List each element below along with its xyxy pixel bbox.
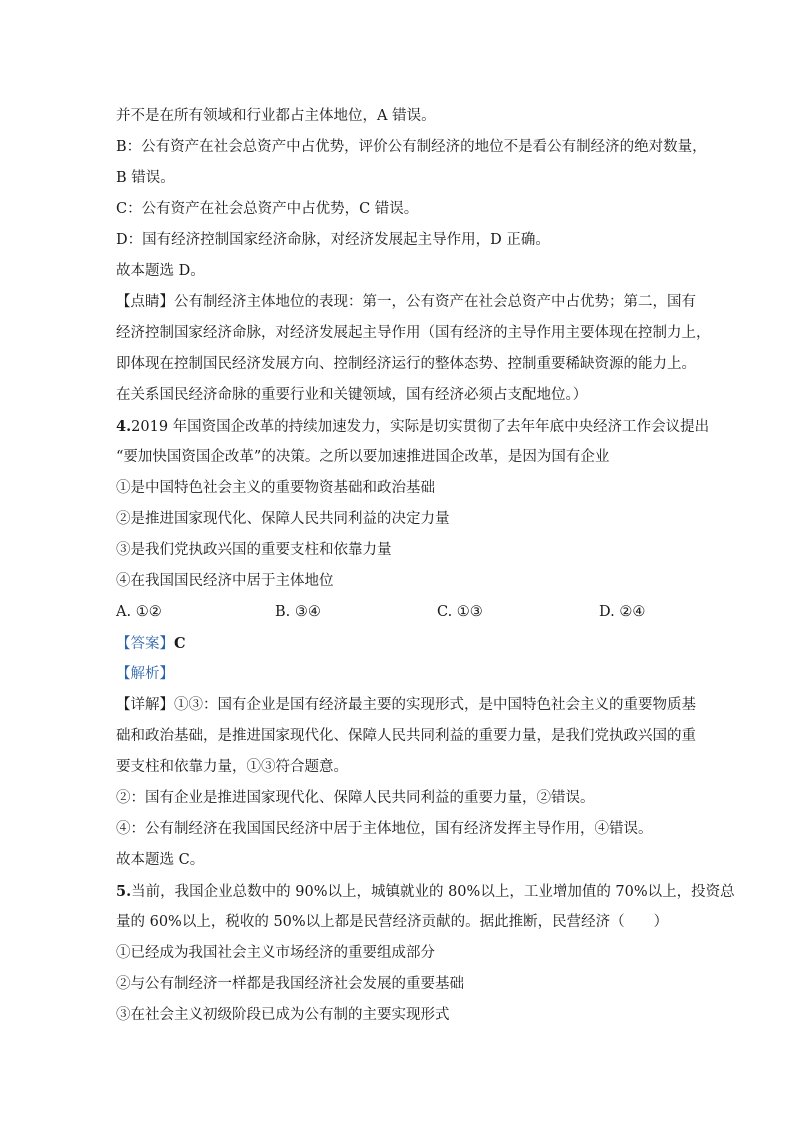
dianjing-tag: 【点睛】 [116, 294, 174, 310]
detail-line: ④：公有制经济在我国国民经济中居于主体地位，国有经济发挥主导作用，④错误。 [116, 821, 653, 837]
detail-line: 础和政治基础，是推进国家现代化、保障人民共同利益的重要力量，是我们党执政兴国的重 [116, 728, 696, 744]
conclusion-line: 故本题选 C。 [116, 852, 205, 868]
option-d: D. ②④ [599, 604, 646, 620]
text-line: B 错误。 [116, 170, 175, 186]
question-number: 5. [116, 883, 132, 900]
dianjing-line: 在关系国民经济命脉的重要行业和关键领域，国有经济必须占支配地位。） [116, 387, 588, 403]
analysis-tag: 【解析】 [116, 666, 174, 682]
detail-line: 要支柱和依靠力量，①③符合题意。 [116, 759, 348, 775]
question-number: 4. [116, 418, 132, 435]
question-text: 2019 年国资国企改革的持续加速发力，实际是切实贯彻了去年年底中央经济工作会议提出 [131, 419, 710, 435]
text-line: 故本题选 D。 [116, 263, 205, 279]
question-5-stem-cont: 量的 60%以上，税收的 50%以上都是民营经济贡献的。据此推断，民营经济（ ） [116, 914, 669, 930]
dianjing-line: 经济控制国家经济命脉，对经济发展起主导作用（国有经济的主导作用主要体现在控制力上， [116, 325, 711, 341]
option-b: B. ③④ [275, 604, 321, 620]
text-line: B：公有资产在社会总资产中占优势，评价公有制经济的地位不是看公有制经济的绝对数量， [116, 139, 707, 155]
answer-line [116, 628, 692, 659]
option-a: A. ①② [116, 604, 162, 620]
question-5-item: ③在社会主义初级阶段已成为公有制的主要实现形式 [116, 1007, 450, 1023]
detail-line [116, 690, 696, 721]
question-4-stem-cont: “要加快国资国企改革”的决策。之所以要加速推进国企改革，是因为国有企业 [116, 449, 610, 465]
question-5-item: ②与公有制经济一样都是我国经济社会发展的重要基础 [116, 976, 464, 992]
dianjing-line [116, 287, 696, 318]
answer-tag: 【答案】 [116, 636, 174, 652]
question-5-stem [116, 876, 735, 907]
detail-tag: 【详解】 [116, 697, 174, 713]
question-4-options [116, 597, 692, 628]
question-5-item: ①已经成为我国社会主义市场经济的重要组成部分 [116, 945, 435, 961]
text-line: 并不是在所有领域和行业都占主体地位，A 错误。 [116, 108, 436, 124]
text-line: C：公有资产在社会总资产中占优势，C 错误。 [116, 201, 419, 217]
analysis-line [116, 659, 692, 690]
question-4-item: ③是我们党执政兴国的重要支柱和依靠力量 [116, 542, 392, 558]
question-4-item: ②是推进国家现代化、保障人民共同利益的决定力量 [116, 511, 450, 527]
option-c: C. ①③ [437, 604, 483, 620]
question-4-item: ④在我国国民经济中居于主体地位 [116, 573, 334, 589]
dianjing-line: 即体现在控制国民经济发展方向、控制经济运行的整体态势、控制重要稀缺资源的能力上。 [116, 356, 696, 372]
question-4-stem [116, 411, 710, 442]
document-content [116, 101, 735, 1031]
question-4-item: ①是中国特色社会主义的重要物资基础和政治基础 [116, 480, 435, 496]
detail-line: ②：国有企业是推进国家现代化、保障人民共同利益的重要力量，②错误。 [116, 790, 595, 806]
dianjing-text: 公有制经济主体地位的表现：第一，公有资产在社会总资产中占优势；第二，国有 [174, 294, 696, 310]
detail-text: ①③：国有企业是国有经济最主要的实现形式，是中国特色社会主义的重要物质基 [174, 697, 696, 713]
answer-value: C [174, 635, 186, 652]
question-text: 当前，我国企业总数中的 90%以上，城镇就业的 80%以上，工业增加值的 70%以上，投资总 [131, 884, 735, 900]
text-line: D：国有经济控制国家经济命脉，对经济发展起主导作用，D 正确。 [116, 232, 550, 248]
